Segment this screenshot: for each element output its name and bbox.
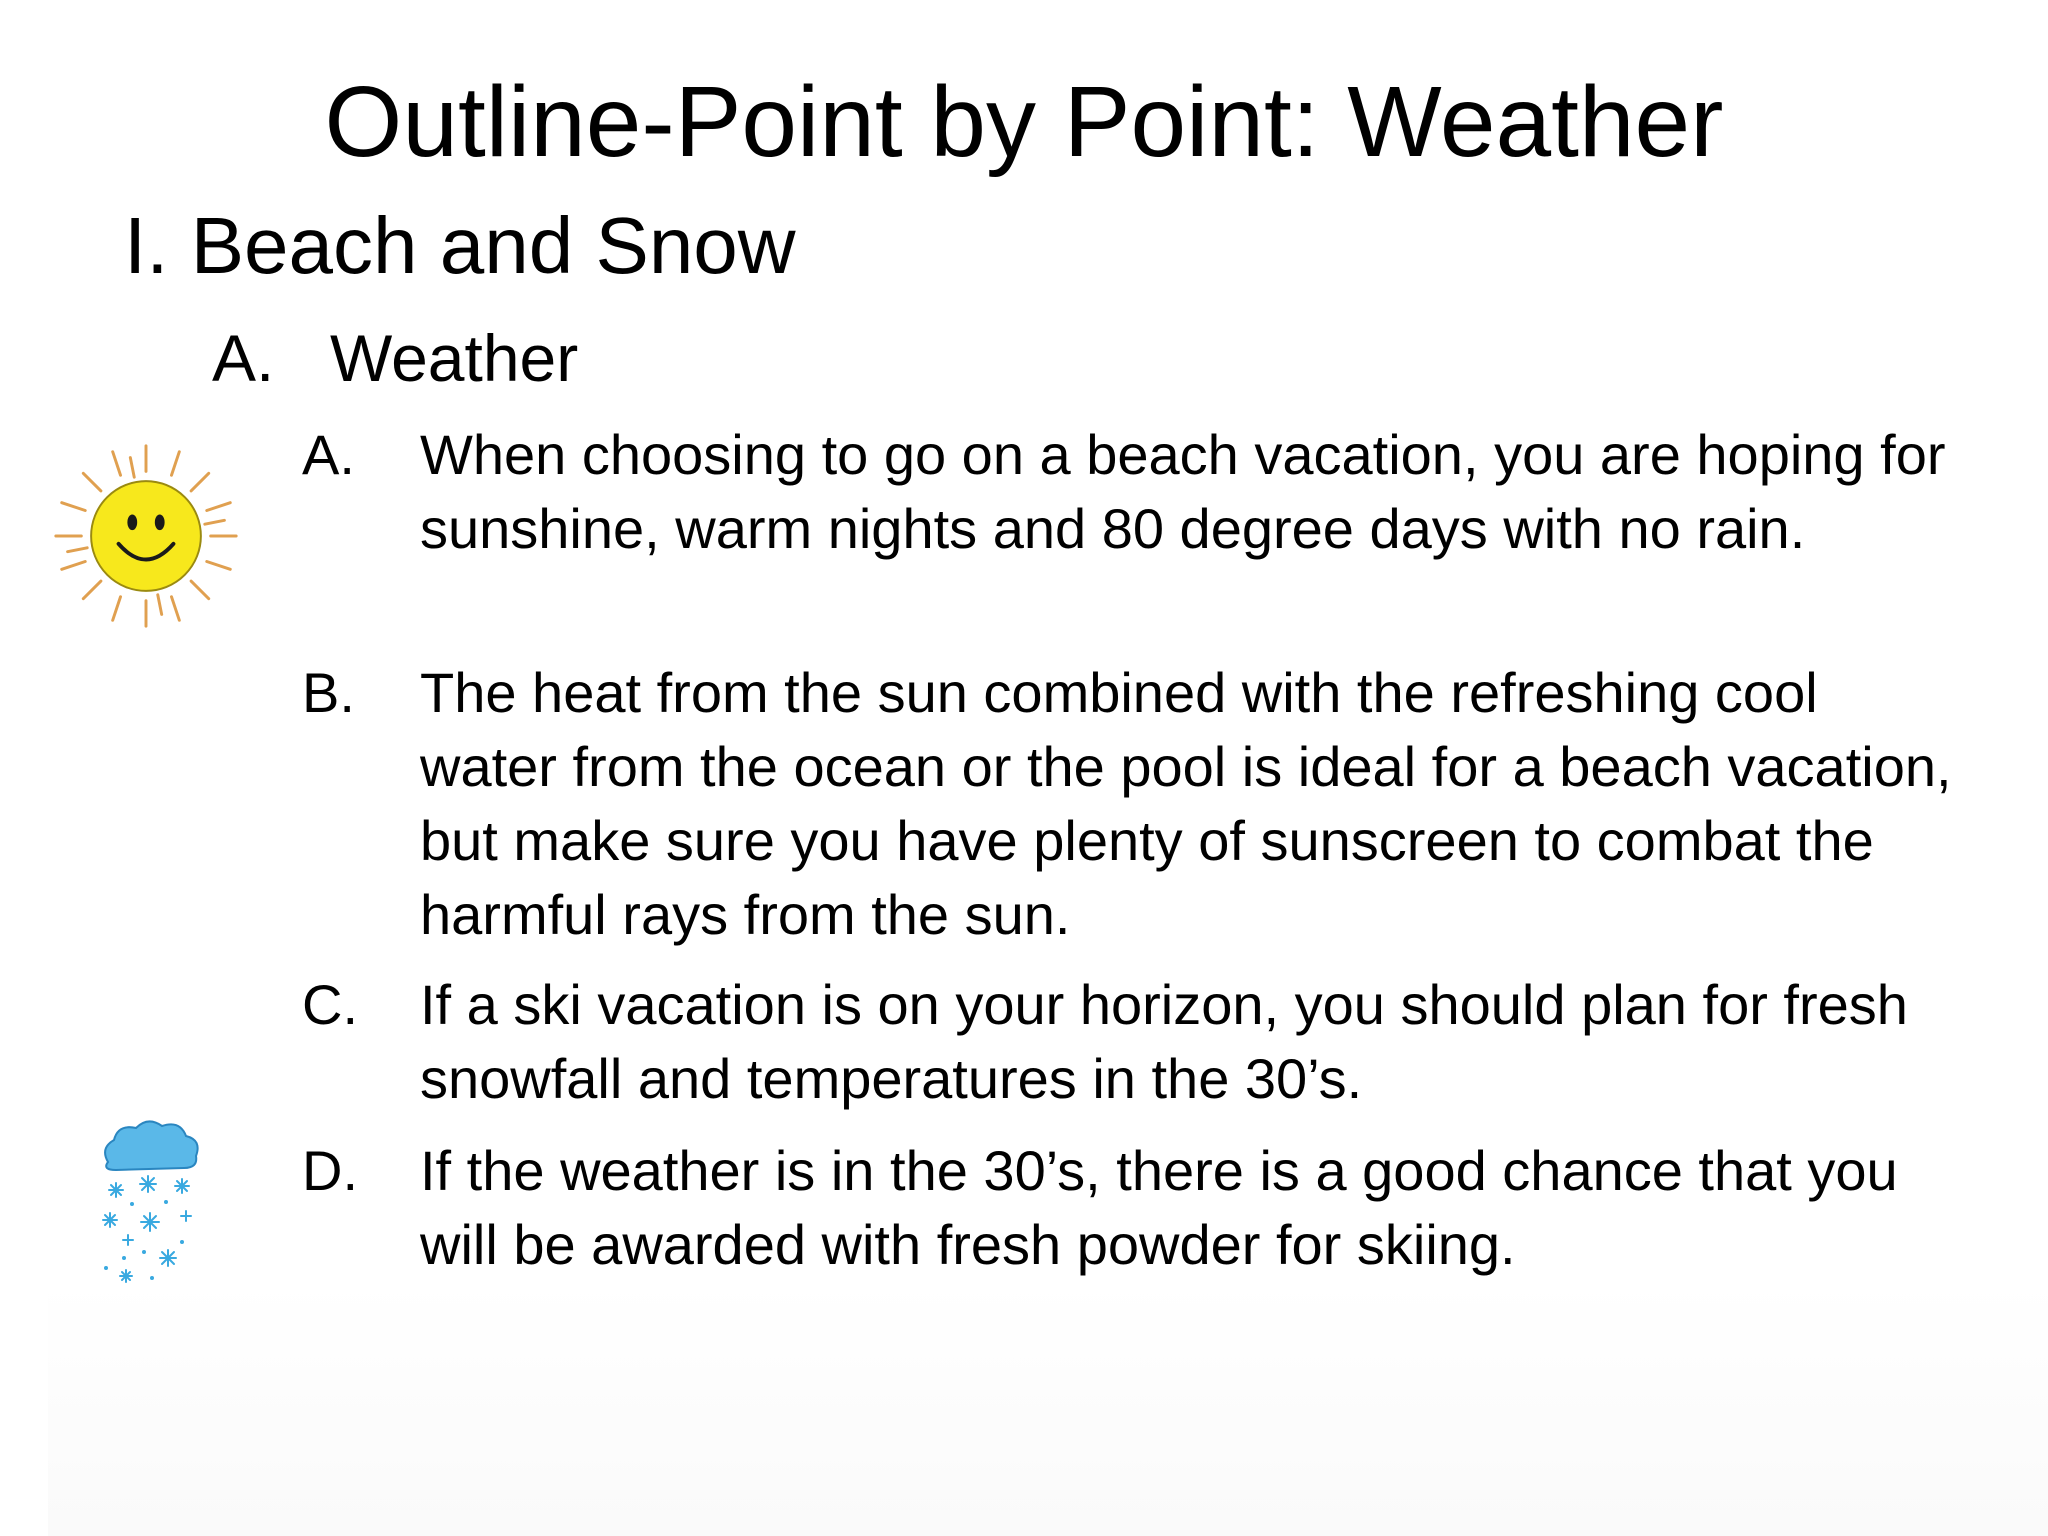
point-marker: A.	[302, 423, 355, 486]
section-label: Beach and Snow	[190, 201, 796, 290]
subsection-label: Weather	[330, 321, 579, 395]
point-marker: D.	[302, 1139, 358, 1202]
sun-face	[91, 481, 201, 591]
section-marker: I.	[124, 201, 169, 290]
point-text: If a ski vacation is on your horizon, you should plan for fresh snowfall and temperatures in the 30’s.	[420, 973, 1908, 1110]
outline-point-d	[302, 1134, 1962, 1282]
point-text: If the weather is in the 30’s, there is a good chance that you will be awarded with fresh powder for skiing.	[420, 1139, 1898, 1276]
snowflakes	[103, 1176, 191, 1282]
point-text: The heat from the sun combined with the refreshing cool water from the ocean or the pool is ideal for a beach vacation, but make sure you have plenty of sunscreen to combat the harmful rays from the sun.	[420, 661, 1952, 946]
outline-point-b	[302, 656, 1962, 952]
point-marker: C.	[302, 973, 358, 1036]
subsection-marker: A.	[212, 321, 275, 395]
outline-point-a	[302, 418, 1962, 566]
point-marker: B.	[302, 661, 355, 724]
slide-title: Outline-Point by Point: Weather	[324, 66, 1724, 178]
snow-cloud-icon	[96, 1118, 206, 1298]
subsection-heading	[212, 318, 578, 398]
slide-background-shade	[48, 1280, 2048, 1536]
smiling-sun-icon	[48, 438, 244, 634]
cloud-shape	[105, 1121, 198, 1170]
outline-point-c	[302, 968, 1962, 1116]
section-heading	[124, 198, 796, 294]
point-text: When choosing to go on a beach vacation, you are hoping for sunshine, warm nights and 80 degree days with no rain.	[420, 423, 1946, 560]
snow-dots	[104, 1200, 184, 1280]
